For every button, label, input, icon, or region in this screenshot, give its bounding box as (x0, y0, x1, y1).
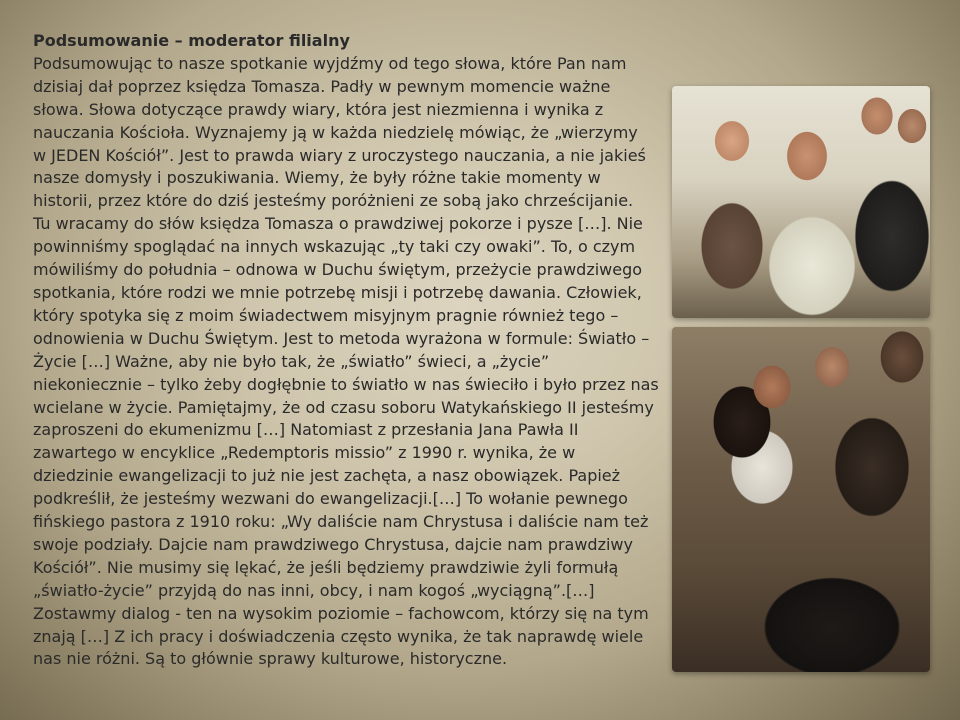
text-line: Zostawmy dialog - ten na wysokim poziomie – fachowcom, którzy się na tym (33, 603, 649, 623)
text-line: Kościół”. Nie musimy się lękać, że jeśli będziemy prawdziwie żyli formułą (33, 557, 619, 577)
text-line: który spotyka się z moim świadectwem misyjnym pragnie również tego – (33, 305, 619, 325)
text-line: Podsumowując to nasze spotkanie wyjdźmy od tego słowa, które Pan nam (33, 53, 627, 73)
photo-audience-listening (672, 327, 930, 672)
text-line: dziedzinie ewangelizacji to już nie jest zachęta, a nasz obowiązek. Papież (33, 466, 621, 486)
text-line: niekoniecznie – tylko żeby dogłębnie to światło w nas świeciło i było przez nas (33, 374, 659, 394)
text-line: słowa. Słowa dotyczące prawdy wiary, która jest niezmienna i wynika z (33, 99, 604, 119)
text-line: powinniśmy spoglądać na innych wskazując „ty taki czy owaki”. To, o czym (33, 237, 636, 257)
photo-seated-participants (672, 86, 930, 318)
text-line: nas nie różni. Są to głównie sprawy kulturowe, historyczne. (33, 649, 508, 669)
text-line: fińskiego pastora z 1910 roku: „Wy daliście nam Chrystusa i daliście nam też (33, 512, 649, 532)
text-line: mówiliśmy do południa – odnowa w Duchu świętym, przeżycie prawdziwego (33, 260, 643, 280)
text-line: „światło-życie” przyjdą do nas inni, obcy, i nam kogoś „wyciągną”.[…] (33, 580, 595, 600)
text-line: znają […] Z ich pracy i doświadczenia często wynika, że tak naprawdę wiele (33, 626, 644, 646)
text-line: Tu wracamy do słów księdza Tomasza o prawdziwej pokorze i pysze […]. Nie (33, 214, 643, 234)
text-line: podkreślił, że jesteśmy wezwani do ewangelizacji.[…] To wołanie pewnego (33, 489, 628, 509)
text-line: odnowienia w Duchu Świętym. Jest to metoda wyrażona w formule: Światło – (33, 328, 650, 348)
text-line: zawartego w encyklice „Redemptoris missio” z 1990 r. wynika, że w (33, 443, 576, 463)
slide-body-text (33, 30, 683, 671)
text-line: nasze domysły i poszukiwania. Wiemy, że były różne takie momenty w (33, 168, 601, 188)
text-line: wcielane w życie. Pamiętajmy, że od czasu soboru Watykańskiego II jesteśmy (33, 397, 654, 417)
text-line: zaproszeni do ekumenizmu […] Natomiast z przesłania Jana Pawła II (33, 420, 579, 440)
text-line: swoje podziały. Dajcie nam prawdziwego Chrystusa, dajcie nam prawdziwy (33, 534, 633, 554)
slide-heading: Podsumowanie – moderator filialny (33, 31, 350, 50)
text-line: historii, przez które do dziś jesteśmy poróżnieni ze sobą jako chrześcijanie. (33, 191, 634, 211)
text-line: nauczania Kościoła. Wyznajemy ją w każda niedzielę mówiąc, że „wierzymy (33, 122, 638, 142)
text-line: Życie […] Ważne, aby nie było tak, że „światło” świeci, a „życie” (33, 351, 550, 371)
text-line: dzisiaj dał poprzez księdza Tomasza. Padły w pewnym momencie ważne (33, 76, 611, 96)
text-line: w JEDEN Kościół”. Jest to prawda wiary z uroczystego nauczania, a nie jakieś (33, 145, 646, 165)
text-line: spotkania, które rodzi we mnie potrzebę misji i potrzebę dawania. Człowiek, (33, 282, 642, 302)
